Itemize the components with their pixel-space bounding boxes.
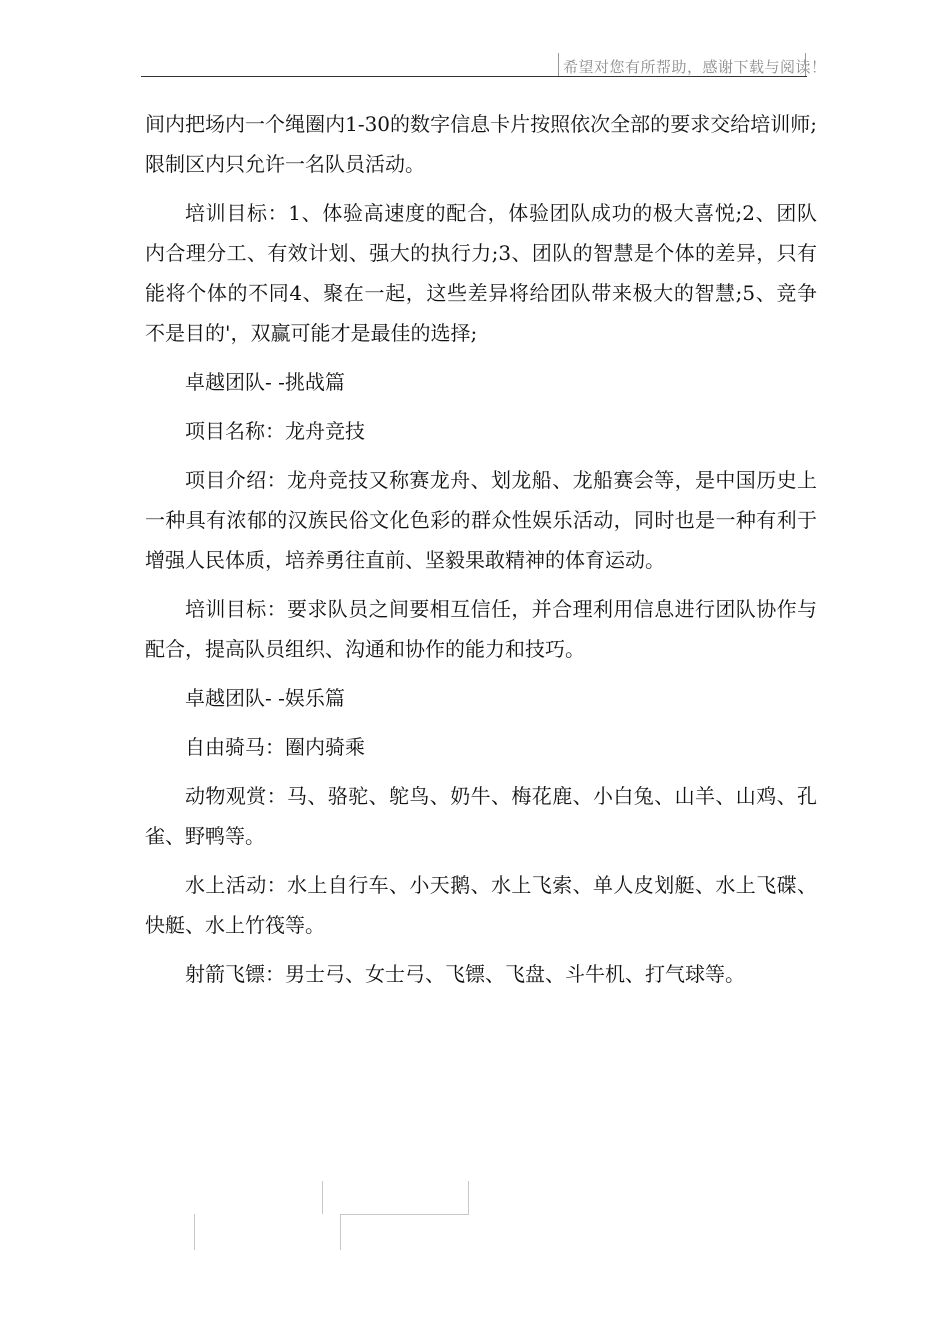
paragraph: 项目名称：龙舟竞技 (185, 419, 365, 443)
paragraph: 射箭飞镖：男士弓、女士弓、飞镖、飞盘、斗牛机、打气球等。 (185, 962, 745, 986)
border-fragment (194, 1214, 195, 1250)
section-heading: 卓越团队- -娱乐篇 (185, 686, 345, 710)
paragraph: 培训目标：1、体验高速度的配合，体验团队成功的极大喜悦;2、团队内合理分工、有效计划、强大的执行力;3、团队的智慧是个体的差异，只有能将个体的不同4、聚在一起，这些差异将给团队带来极大的智慧;5、竞争不是目的'，双赢可能才是最佳的选择; (145, 201, 817, 345)
paragraph: 自由骑马：圈内骑乘 (185, 735, 365, 759)
border-fragment (468, 1181, 469, 1214)
border-fragment (322, 1181, 323, 1214)
paragraph: 动物观赏：马、骆驼、鸵鸟、奶牛、梅花鹿、小白兔、山羊、山鸡、孔雀、野鸭等。 (145, 784, 817, 848)
border-fragment (340, 1214, 341, 1250)
section-heading: 卓越团队- -挑战篇 (185, 370, 345, 394)
paragraph: 项目介绍：龙舟竞技又称赛龙舟、划龙船、龙船赛会等，是中国历史上一种具有浓郁的汉族民俗文化色彩的群众性娱乐活动，同时也是一种有利于增强人民体质，培养勇往直前、坚毅果敢精神的体育运动。 (145, 468, 817, 572)
header-note: 希望对您有所帮助，感谢下载与阅读！ (563, 58, 827, 76)
paragraph: 培训目标：要求队员之间要相互信任，并合理利用信息进行团队协作与配合，提高队员组织、沟通和协作的能力和技巧。 (145, 597, 817, 661)
paragraph: 间内把场内一个绳圈内1-30的数字信息卡片按照依次全部的要求交给培训师;限制区内只允许一名队员活动。 (145, 112, 817, 176)
border-fragment (340, 1214, 469, 1215)
paragraph: 水上活动：水上自行车、小天鹅、水上飞索、单人皮划艇、水上飞碟、快艇、水上竹筏等。 (145, 873, 817, 937)
document-body (145, 104, 817, 1003)
